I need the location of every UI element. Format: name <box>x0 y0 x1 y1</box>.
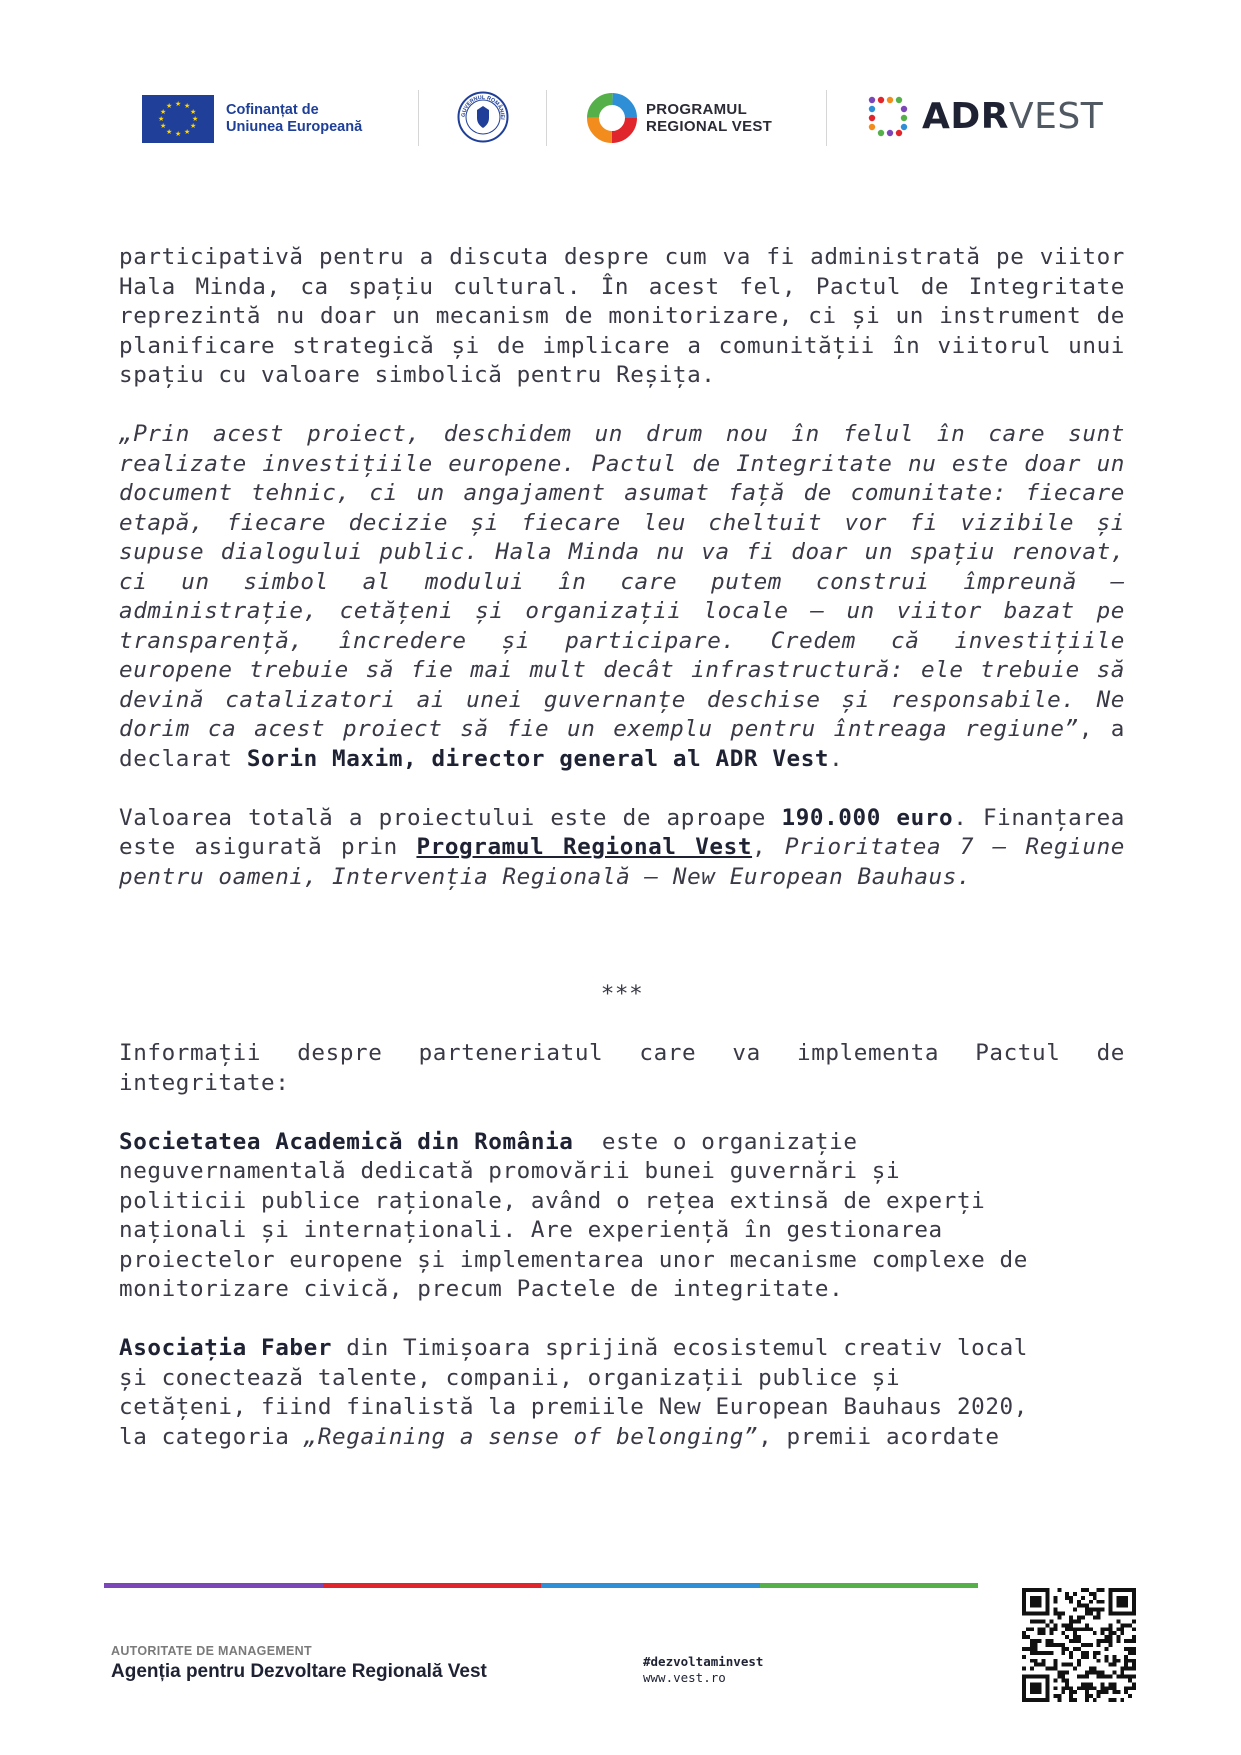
faber-category: „Regaining a sense of belonging” <box>303 1423 759 1450</box>
adr-logo-light: VEST <box>1008 95 1104 137</box>
strip-segment <box>760 1583 979 1588</box>
programul-regional-vest-logo <box>586 92 772 144</box>
faber-line3: cetățeni, fiind finalistă la premiile New European Bauhaus 2020, <box>119 1394 1028 1420</box>
faber-line4-prefix: la categoria <box>119 1423 304 1450</box>
adr-vest-logo <box>866 94 1103 138</box>
sar-desc-line6: monitorizare civică, precum Pactele de integritate. <box>119 1276 844 1302</box>
value-comma: , <box>752 834 785 860</box>
quote-attribution: , a declarat <box>119 716 1125 772</box>
sar-name: Societatea Academică din România <box>119 1128 574 1155</box>
eu-flag-icon: ★ ★ ★ ★ ★ ★ ★ ★ ★ ★ ★ ★ <box>142 95 214 143</box>
sar-desc-line5: proiectelor europene și implementarea unor mecanisme complexe de <box>119 1246 1028 1273</box>
authority-name: Agenția pentru Dezvoltare Regională Vest <box>111 1661 487 1682</box>
section-separator: *** <box>600 981 644 1007</box>
strip-segment <box>541 1583 760 1588</box>
strip-segment <box>323 1583 542 1588</box>
faber-paragraph <box>119 1334 1125 1452</box>
project-value-paragraph <box>119 804 1125 893</box>
sar-desc-line3: politicii publice raționale, având o rețea extinsă de experți <box>119 1187 986 1214</box>
value-prefix: Valoarea totală a proiectului este de aproape <box>119 804 782 831</box>
logo-header <box>0 88 1241 148</box>
program-logo-line3: VEST <box>731 118 773 135</box>
website-link[interactable]: www.vest.ro <box>643 1670 726 1685</box>
sar-desc-line4: naționali și internaționali. Are experiență în gestionarea <box>119 1217 943 1243</box>
adr-logo-bold: ADR <box>922 95 1009 137</box>
partnership-intro: Informații despre parteneriatul care va implementa Pactul de integritate: <box>119 1040 1125 1096</box>
qr-code-icon <box>1022 1588 1136 1702</box>
quote-end: . <box>829 745 844 772</box>
divider <box>418 90 419 146</box>
eu-logo-line1: Cofinanțat de <box>226 102 319 118</box>
program-logo-line1: PROGRAMUL <box>646 101 748 118</box>
paragraph-hala-minda: participativă pentru a discuta despre cum va fi administrată pe viitor Hala Minda, ca spațiu cultural. În acest fel, Pactul de Integritate reprezintă nu doar un mecanism de monitorizare, ci și un instrument de planificare strategică și de implicare a comunității în viitorul unui spațiu cu valoare simbolică pentru Reșița. <box>119 244 1125 388</box>
faber-line1: din Timișoara sprijină ecosistemul creativ local <box>332 1335 1028 1361</box>
footer-color-strip <box>104 1583 978 1588</box>
faber-line2: și conectează talente, companii, organizații publice și <box>119 1364 901 1391</box>
divider <box>826 90 827 146</box>
romanian-government-seal-icon <box>457 91 509 143</box>
seal-text: GUVERNUL ROMÂNIEI <box>460 94 506 120</box>
divider <box>546 90 547 146</box>
program-link[interactable]: Programul Regional Vest <box>416 834 753 860</box>
program-logo-line2: REGIONAL <box>646 118 728 135</box>
faber-line4-postfix: , premii acordate <box>758 1423 1000 1450</box>
sar-desc-line2: neguvernamentală dedicată promovării bunei guvernări și <box>119 1158 901 1184</box>
strip-segment <box>104 1583 323 1588</box>
authority-label: AUTORITATE DE MANAGEMENT <box>111 1644 312 1658</box>
faber-name: Asociația Faber <box>119 1335 333 1361</box>
value-postfix: . Finanțarea este asigurată prin <box>119 804 1125 860</box>
quote-text: „Prin acest proiect, deschidem un drum nou în felul în care sunt realizate investițiile europene. Pactul de Integritate nu este doar un document tehnic, ci un angajament asumat față de comunitate: fiecare etapă, fiecare decizie și fiecare leu cheltuit vor fi vizibile și supuse dialogului public. Hala Minda nu va fi doar un spațiu renovat, ci un simbol al modului în care putem construi împreună – administrație, cetățeni și organizații locale – un viitor bazat pe transparență, încredere și participare. Credem că investițiile europene trebuie să fie mai mult decât infrastructură: ele trebuie să devină catalizatori ai unei guvernanțe deschise și responsabile. Ne dorim ca acest proiect să fie un exemplu pentru întreaga regiune” <box>119 421 1125 742</box>
sar-desc-line1: este o organizație <box>573 1128 858 1155</box>
project-value: 190.000 euro <box>781 804 954 831</box>
eu-logo-line2: Uniunea Europeană <box>226 119 363 135</box>
adr-dots-icon <box>866 94 910 138</box>
document-body <box>119 243 1125 1452</box>
priority-text: Prioritatea 7 – Regiune pentru oameni, Intervenția Regională – New European Bauhaus. <box>119 834 1125 890</box>
hashtag: #dezvoltaminvest <box>643 1654 764 1669</box>
quote-author: Sorin Maxim, director general al ADR Vest <box>246 745 830 772</box>
program-ring-icon <box>586 92 638 144</box>
sar-paragraph <box>119 1128 1125 1305</box>
quote-paragraph <box>119 420 1125 774</box>
eu-cofunding-logo <box>142 95 362 143</box>
